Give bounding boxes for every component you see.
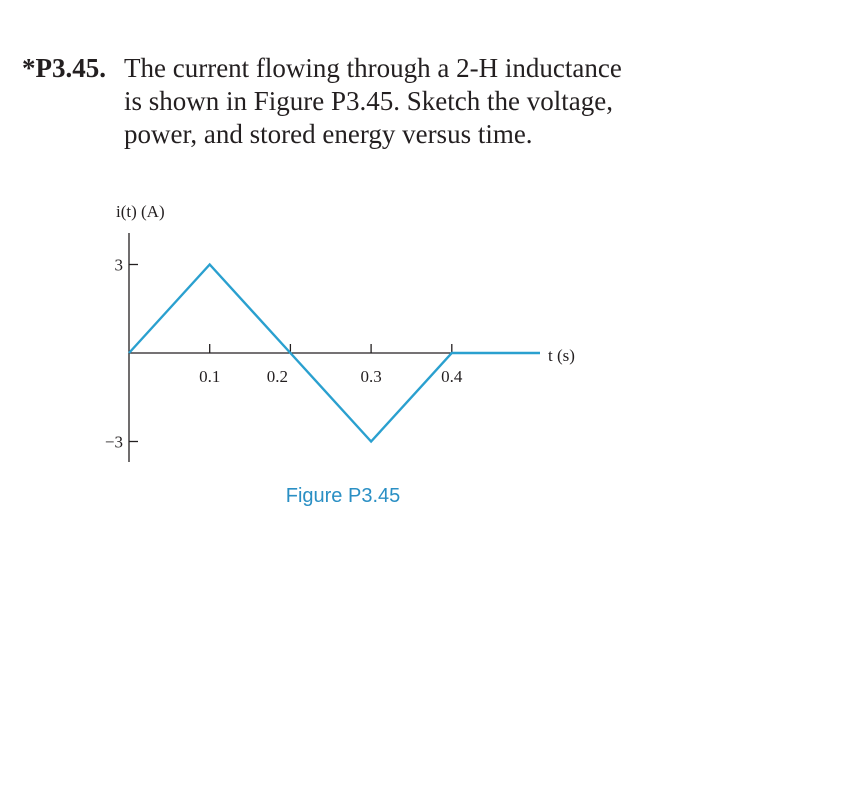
y-axis-label: i(t) (A) — [116, 202, 165, 221]
y-tick-label: 3 — [114, 255, 123, 275]
x-tick-label: 0.4 — [441, 367, 463, 386]
x-tick-label: 0.1 — [199, 367, 221, 386]
x-tick-label: 0.2 — [266, 367, 289, 386]
problem-number: *P3.45. — [22, 53, 106, 83]
x-ticks — [199, 344, 463, 386]
problem-line-1: The current flowing through a 2-H inductance — [124, 53, 622, 83]
problem-line-2: is shown in Figure P3.45. Sketch the voltage, — [124, 86, 613, 116]
x-tick-label: 0.3 — [360, 367, 382, 386]
figure-caption: Figure P3.45 — [285, 485, 401, 507]
x-axis-label: t (s) — [548, 346, 575, 365]
problem-line-3: power, and stored energy versus time. — [124, 119, 533, 149]
y-tick-label: −3 — [104, 432, 123, 452]
